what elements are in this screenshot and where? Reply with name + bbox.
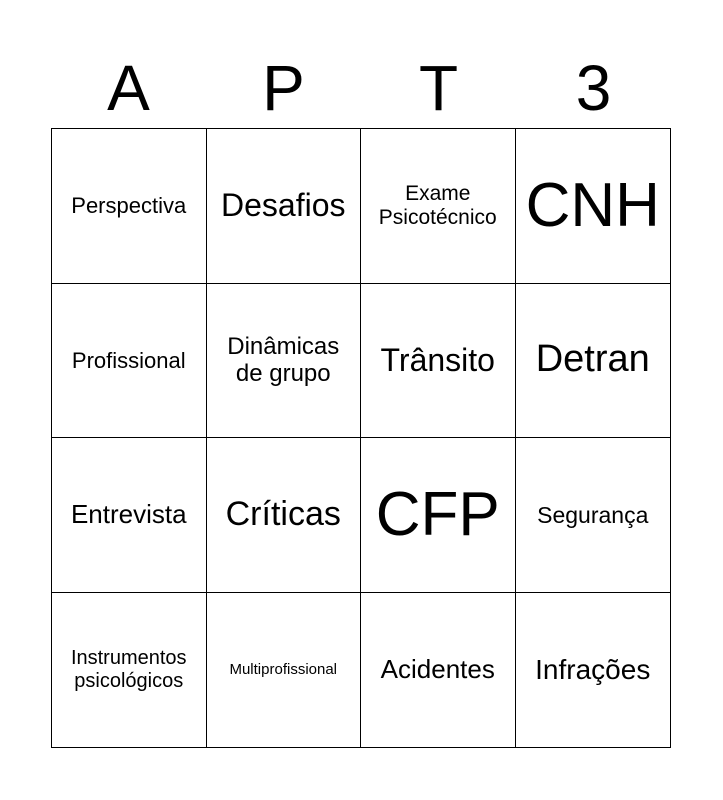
bingo-cell[interactable]: [516, 284, 671, 439]
bingo-cell[interactable]: [207, 129, 362, 284]
cell-label: Infrações: [535, 653, 651, 685]
cell-label: Entrevista: [70, 498, 187, 529]
cell-label: Dinâmicas de grupo: [227, 332, 340, 388]
cell-label: Instrumentos psicológicos: [70, 646, 187, 692]
header-letter: 3: [575, 52, 612, 124]
cell-label: Acidentes: [380, 653, 495, 684]
header-letter: P: [262, 52, 305, 124]
cell-label: Exame Psicotécnico: [378, 181, 497, 229]
bingo-cell[interactable]: [361, 129, 516, 284]
bingo-grid: [51, 128, 671, 748]
bingo-cell[interactable]: [207, 438, 362, 593]
bingo-cell[interactable]: [207, 593, 362, 748]
bingo-cell[interactable]: [207, 284, 362, 439]
cell-label: Perspectiva: [71, 193, 187, 219]
cell-label: Multiprofissional: [229, 661, 338, 679]
bingo-cell[interactable]: [516, 438, 671, 593]
cell-label: Detran: [535, 338, 650, 381]
cell-label: Críticas: [225, 495, 341, 534]
cell-label: CFP: [375, 480, 500, 550]
bingo-cell[interactable]: [52, 129, 207, 284]
cell-label: Segurança: [537, 501, 649, 528]
cell-label: Trânsito: [380, 341, 495, 378]
bingo-header: [51, 48, 671, 128]
bingo-cell[interactable]: [52, 593, 207, 748]
bingo-cell[interactable]: [516, 129, 671, 284]
bingo-cell[interactable]: [52, 438, 207, 593]
bingo-cell[interactable]: [361, 438, 516, 593]
header-letter: A: [107, 52, 150, 124]
cell-label: Profissional: [71, 347, 186, 373]
bingo-cell[interactable]: [516, 593, 671, 748]
cell-label: Desafios: [221, 187, 346, 224]
cell-label: CNH: [525, 171, 660, 241]
header-letter: T: [418, 52, 459, 124]
bingo-cell[interactable]: [361, 284, 516, 439]
bingo-cell[interactable]: [361, 593, 516, 748]
bingo-cell[interactable]: [52, 284, 207, 439]
